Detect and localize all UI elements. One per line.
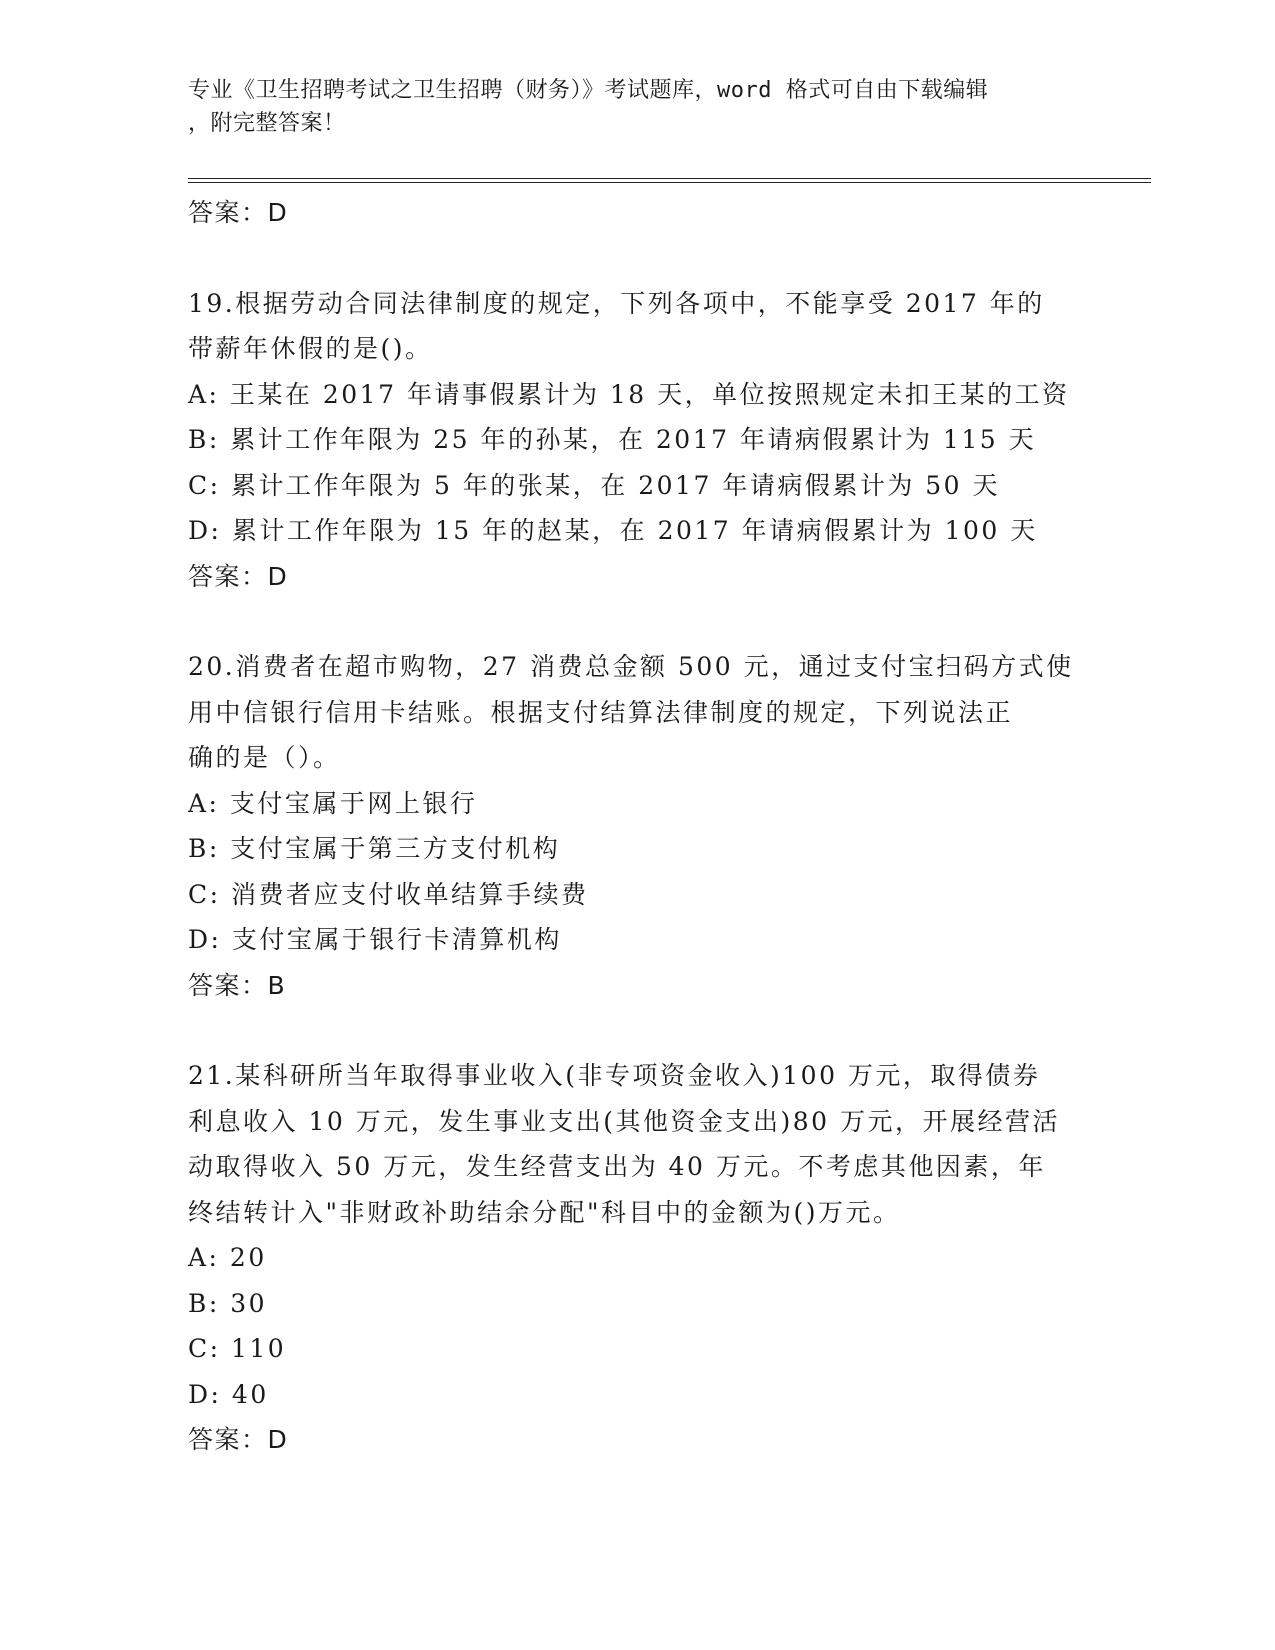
question-text-line: 21.某科研所当年取得事业收入(非专项资金收入)100 万元，取得债券 [188, 1061, 1041, 1090]
question-21 [188, 1053, 1088, 1463]
spacer [188, 599, 1088, 644]
option-b: B: 累计工作年限为 25 年的孙某，在 2017 年请病假累计为 115 天 [188, 425, 1037, 454]
option-a: A: 20 [188, 1243, 267, 1272]
document-header [188, 74, 1088, 140]
question-text-line: 带薪年休假的是()。 [188, 334, 433, 363]
option-d: D: 40 [188, 1379, 269, 1409]
question-text-line: 确的是（）。 [188, 743, 341, 772]
option-d: D: 累计工作年限为 15 年的赵某，在 2017 年请病假累计为 100 天 [188, 516, 1038, 545]
option-c: C: 消费者应支付收单结算手续费 [188, 879, 589, 909]
question-text-line: 动取得收入 50 万元，发生经营支出为 40 万元。不考虑其他因素，年 [188, 1152, 1046, 1181]
previous-answer: 答案：D [188, 198, 289, 227]
question-19 [188, 281, 1088, 600]
spacer [188, 1008, 1088, 1053]
option-a: A: 支付宝属于网上银行 [188, 788, 478, 818]
header-divider-bottom [188, 182, 1151, 183]
answer: 答案：D [188, 1425, 289, 1454]
option-a: A: 王某在 2017 年请事假累计为 18 天，单位按照规定未扣王某的工资 [188, 379, 1070, 409]
question-text-line: 20.消费者在超市购物，27 消费总金额 500 元，通过支付宝扫码方式使 [188, 652, 1074, 681]
option-c: C: 累计工作年限为 5 年的张某，在 2017 年请病假累计为 50 天 [188, 470, 1001, 500]
option-b: B: 30 [188, 1288, 268, 1318]
answer: 答案：B [188, 970, 287, 1000]
question-text-line: 终结转计入"非财政补助结余分配"科目中的金额为()万元。 [188, 1197, 901, 1227]
header-line-2: ，附完整答案！ [188, 111, 346, 136]
answer: 答案：D [188, 561, 289, 591]
option-c: C: 110 [188, 1334, 287, 1363]
header-divider-top [188, 178, 1151, 179]
question-20 [188, 644, 1088, 1008]
question-list [188, 190, 1088, 1463]
header-line-1: 专业《卫生招聘考试之卫生招聘（财务）》考试题库，word 格式可自由下载编辑 [188, 78, 989, 103]
question-text-line: 19.根据劳动合同法律制度的规定，下列各项中，不能享受 2017 年的 [188, 288, 1045, 318]
option-d: D: 支付宝属于银行卡清算机构 [188, 925, 562, 954]
spacer [188, 236, 1088, 281]
option-b: B: 支付宝属于第三方支付机构 [188, 834, 561, 863]
question-text-line: 利息收入 10 万元，发生事业支出(其他资金支出)80 万元，开展经营活 [188, 1106, 1060, 1136]
question-text-line: 用中信银行信用卡结账。根据支付结算法律制度的规定，下列说法正 [188, 697, 1014, 727]
